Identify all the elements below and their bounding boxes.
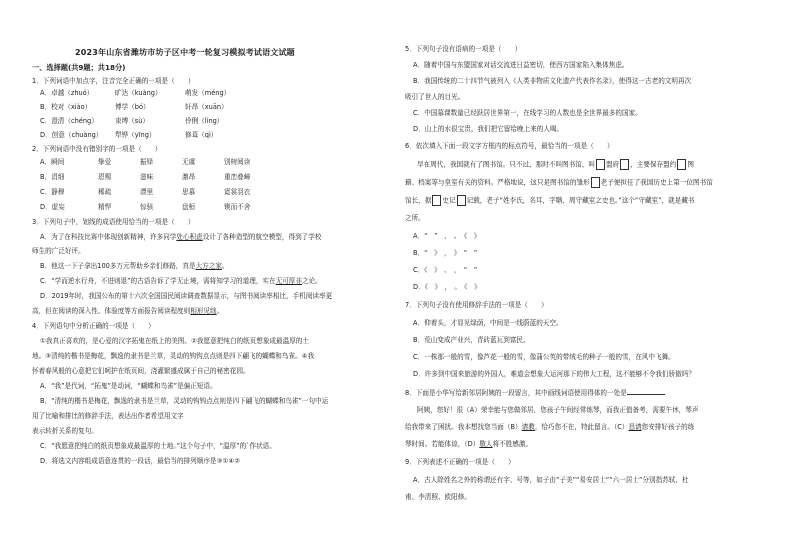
q4-option-c: C．“我愿意把纯白的纸页想象成最温厚的土地。”这个句子中，“温厚”的`作状语。 [40, 442, 276, 450]
q6-option-d: D．《 》 ， 。 《 》 [413, 283, 481, 291]
page-title: 2023年山东省潍坊市坊子区中考一轮复习模拟考试语文试题 [75, 48, 295, 57]
q1-c-1: C．澄清（chéng） [40, 117, 98, 125]
q2-a-2: 挚爱 [98, 158, 112, 166]
q1-d-1: D．创意（chuàng） [40, 131, 103, 139]
punct-box-1 [596, 159, 605, 170]
q9-option-a: A．古人除姓名之外的称谓还有字、号等，如子由“子美”“易安居士”“六一居士”分别指苏轼、杜 [413, 476, 689, 484]
q2-b-4: 激昂 [182, 173, 196, 181]
q3-b-idiom: 大方之家 [195, 262, 222, 270]
q5-option-b: B．我国传统的二十四节气被列入《人类非物质文化遗产代表作名录》，使得这一古老的文明再次 [413, 77, 692, 85]
q6-p1-c: ，主要保存盟约 [630, 160, 677, 169]
q4-passage-1: ①我真正喜欢的，是心爱的汉字拓鬼在纸上的美图。②我愿意把纯白的纸页想象成最温厚的土 [40, 337, 309, 345]
q1-a-3: 萌发（méng） [185, 89, 231, 97]
q1-option-a [40, 88, 230, 98]
punct-box-3 [677, 159, 686, 170]
q4-passage-3: 怀着春风般的心意把它们呵护在纸页间，浇灌繁盛成属于自己的秘密花园。 [32, 367, 250, 375]
q8-message-1: 阿姨，您好！很（A）荣幸能与您做邻居，您孩子午间经常练琴，而我正值备考，需要午休，琴声 [417, 406, 699, 414]
q5-option-c: C．中国慕课数量已经跃居世界第一，在线学习的人数也是全世界最多的国家。 [413, 109, 642, 117]
q3-option-d: D．2019年时，我国公布的第十六次全国国民阅读调查数据显示，与图书阅读率相比，手机阅读率更 [40, 292, 333, 300]
q2-option-b [40, 172, 250, 182]
q1-c-3: 伶俐（lìng） [185, 117, 224, 125]
q2-b-5: 重峦叠嶂 [224, 173, 251, 181]
q6-p1-a: 早在周代，我国就有了图书馆。只不过，那时不叫图书馆，叫 [417, 160, 596, 169]
q9-stem: 9．下列表述不正确的一项是（ ） [405, 458, 515, 466]
q7-option-c: C．一株那一般的雪，像芦花一般的雪，像蒲公英的带绒毛的种子一般的雪，在风中飞舞。 [413, 353, 675, 361]
q8-p2-b: ，恰巧您不在，特此留言。（C） [534, 423, 629, 431]
q3-a-idiom: 处心积虑 [176, 233, 203, 241]
q9-option-a-cont: 甫、李清照、欧阳修。 [405, 493, 471, 501]
q8-p3-a: 琴时间。若能体谅，（D） [405, 440, 480, 448]
q3-a-pre: A．为了在科技比赛中体现创新精神，许多同学 [40, 233, 177, 241]
q3-c-idiom: 无可厚非 [275, 277, 302, 285]
q3-d-pre: 高，但在阅读的深入性、体验度等方面报告阅读程度则 [32, 307, 191, 315]
q2-d-2: 精悍 [98, 203, 112, 211]
q4-option-a: A．“我”是代词，“拓鬼”是动词，“蝴蝶和鸟雀”是偏正短语。 [40, 382, 217, 390]
q6-p1-d: 图 [687, 160, 694, 169]
q2-b-1: B．涓细 [40, 173, 65, 181]
q4-option-d: D．将选文内容组成语意连贯的一段话，最恰当的排列顺序是③①④② [40, 457, 241, 465]
q2-b-2: 恩赐 [98, 173, 112, 181]
q8-p2-ul2: 恳请 [628, 423, 642, 431]
q3-b-post: 。 [221, 262, 229, 270]
q2-d-5: 锲而不舍 [224, 203, 251, 211]
q2-c-3: 漂里 [140, 188, 154, 196]
q6-passage-2 [405, 177, 713, 188]
q2-option-d [40, 202, 250, 212]
q4-option-b-cont: 用了比喻和排比的修辞手法，表达出作者希望用文字 [32, 412, 184, 420]
q1-d-2: 犁铧（yīng） [115, 131, 156, 139]
q2-c-4: 思慕 [182, 188, 196, 196]
q6-passage-1 [417, 159, 694, 170]
q5-option-a: A．随着中国与东盟国家对话交流进日益密切，使西方国家陷入集体焦虑。 [413, 61, 629, 69]
q1-c-2: 束缚（sù） [115, 117, 149, 125]
q1-b-3: 轩昂（xuān） [185, 103, 228, 111]
q2-c-1: C．静穆 [40, 188, 65, 196]
q7-option-a: A．仰着头，才显见绿荫，中间是一线蔚蓝的天空。 [413, 319, 563, 327]
q3-stem: 3．下列句子中，划线的成语使用恰当的一项是（ ） [32, 218, 195, 226]
q2-d-1: D．虚妄 [40, 203, 65, 211]
answer-blank [627, 387, 665, 395]
section-heading: 一、选择题(共9题；共18分) [32, 63, 126, 72]
q8-p3-ul: 敬人 [479, 440, 493, 448]
q6-p1-b: 盟府 [606, 160, 620, 169]
q3-a-post: 设计了各种造型的航空模型，得到了学校 [202, 233, 322, 241]
q6-stem: 6．依次填入下面一段文字方框内的标点符号，最恰当的一项是（ ） [405, 142, 614, 150]
q5-stem: 5．下列句子没有语病的一项是（ ） [405, 45, 522, 53]
q8-p2-ul1: 请教 [521, 423, 535, 431]
q8-p2-a: 给我带来了困扰。我本想找您当面（B） [405, 423, 522, 431]
q2-option-c [40, 187, 250, 197]
q6-passage-4: 之所。 [405, 214, 425, 222]
q2-option-a [40, 157, 250, 167]
q6-p2-a: 籍、档案等与皇室有关的资料。严格地说，这只是图书馆的雏形 [405, 178, 590, 187]
punct-box-6 [457, 195, 466, 206]
q7-option-b: B．荒山变成产业兴，青砖蓝瓦到富民。 [413, 336, 530, 344]
q1-b-2: 博学（bó） [115, 103, 150, 111]
q1-d-3: 修葺（qì） [185, 131, 218, 139]
q3-c-pre: C．“学而逆水行舟，不进则退”的古语告诉了学无止境，需将知学习的道理，实在 [40, 277, 276, 285]
q8-message-2 [405, 422, 694, 432]
q3-option-d-cont [32, 306, 223, 316]
q8-stem [405, 387, 665, 398]
q2-d-4: 盘桓 [182, 203, 196, 211]
q4-passage-2: 地。③清纯的楷书是梅花，飘逸的隶书是兰草，灵动的钩钩点点则是四下翩飞的蝴蝶和鸟雀。④我 [32, 352, 315, 360]
q4-stem: 4．下列语句中分析正确的一项是（ ） [32, 322, 155, 330]
q3-option-c [40, 276, 322, 286]
q4-option-b: B．“清纯的楷书是梅花，飘逸的隶书是兰草，灵动的钩钩点点则是四下翩飞的蝴蝶和鸟雀”一句中运 [40, 397, 329, 405]
q3-option-a [40, 232, 321, 242]
q5-option-d: D．山上的水很宝贵，我们把它留给晚上来的人喝。 [413, 125, 564, 133]
q2-a-5: 别树阅读 [224, 158, 251, 166]
q2-a-4: 无虞 [182, 158, 196, 166]
q8-p2-c: 您安排好孩子的练 [641, 423, 695, 431]
q6-p2-b: 老子便担任了我国历史上第一位图书馆 [600, 178, 713, 187]
q8-p3-b: 将不胜感激。 [492, 440, 533, 448]
q7-stem: 7．下列句子没有使用修辞手法的一项是（ ） [405, 301, 548, 309]
punct-box-2 [620, 159, 629, 170]
q8-message-3 [405, 439, 532, 449]
q1-a-2: 旷达（kuàng） [115, 89, 162, 97]
q2-a-3: 振铎 [140, 158, 154, 166]
q3-c-post: 之论。 [302, 277, 322, 285]
punct-box-5 [432, 195, 441, 206]
q1-option-c [40, 116, 223, 126]
q6-p3-b: 史记 [442, 196, 456, 205]
q2-stem: 2．下列词语中没有错别字的一项是（ ） [32, 145, 162, 153]
q6-p3-a: 馆长，据 [405, 196, 432, 205]
q2-c-5: 霓裳羽衣 [224, 188, 251, 196]
q3-option-a-cont: 师生的广泛好评。 [32, 247, 85, 255]
q3-b-pre: B．他这一下子拿出100多万元帮助乡亲们修路，真是 [40, 262, 196, 270]
q6-passage-3 [405, 195, 695, 206]
q8-stem-text: 8．下面是小华写给新邻居阿姨的一段留言，其中画线词语使用得体的一处是 [405, 389, 627, 397]
q1-stem: 1．下列词语中加点字，注音完全正确的一项是（ ） [32, 77, 195, 85]
q6-option-c: C．《 》 、 ， “ ” [413, 266, 478, 274]
q2-b-3: 滋味 [140, 173, 154, 181]
q2-c-2: 稀疏 [98, 188, 112, 196]
q1-option-d [40, 130, 217, 140]
q6-p3-c: 记载，老子“姓李氏，名耳，字聃，周守藏室之史也。”这个“守藏室”，就是藏书 [466, 196, 695, 205]
q3-option-b [40, 261, 229, 271]
q2-a-1: A．瞬间 [40, 158, 65, 166]
q2-d-3: 惊骇 [140, 203, 154, 211]
q1-a-1: A．卓越（zhuó） [40, 89, 94, 97]
q1-b-1: B．校对（xiào） [40, 103, 92, 111]
q1-option-b [40, 102, 228, 112]
q3-d-post: 。 [216, 307, 224, 315]
q6-option-a: A．“ ” 、 。 《 》 [413, 232, 481, 240]
q7-option-d: D．许多到中国来旅游的外国人，难道会想象大运河那下的伟大工程，这不能够不令我们骄傲吗？ [413, 370, 696, 378]
punct-box-4 [591, 177, 600, 188]
q4-option-b-cont2: 表示转折关系的复句。 [32, 427, 98, 435]
q3-d-idiom: 相形见绌 [190, 307, 217, 315]
q5-option-b-cont: 吸引了世人的目光。 [405, 93, 465, 101]
q6-option-b: B．“ 》 ， 》 “ ” [413, 249, 478, 257]
